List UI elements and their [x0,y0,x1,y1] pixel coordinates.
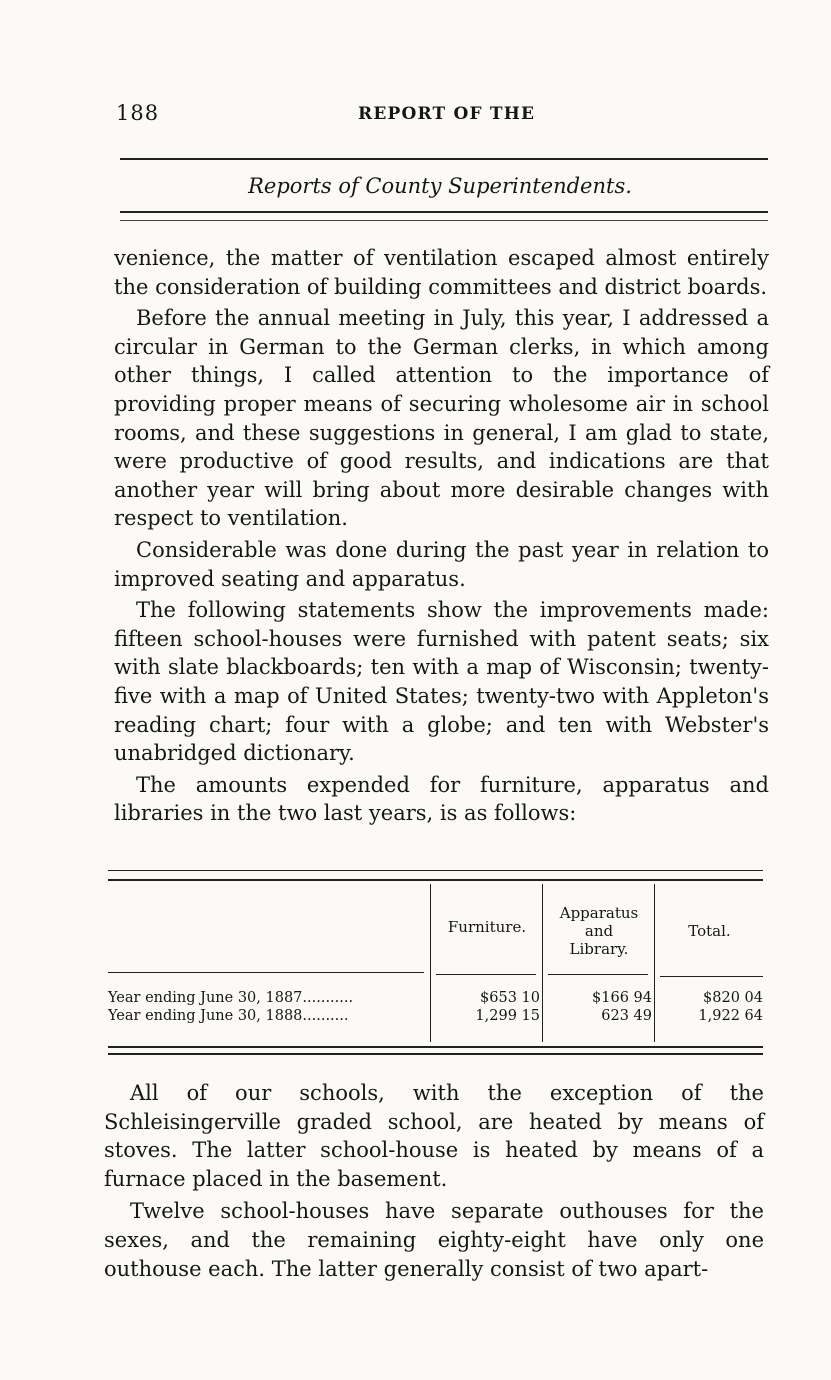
table-rule [108,1053,763,1055]
section-title: Reports of County Superintendents. [248,174,632,198]
paragraph: All of our schools, with the exception of the Schleisingerville graded school, are heated by means of stoves. The latter school-house is heated by means of a furnace placed in the basement. [104,1081,764,1191]
column-divider [542,884,543,1042]
header-underline [108,972,424,973]
body-text-lower [104,1079,764,1287]
paragraph: Considerable was done during the past year in relation to improved seating and apparatus. [114,537,769,591]
running-head: REPORT OF THE [358,104,536,124]
header-furniture: Furniture. [447,918,527,936]
page-number: 188 [116,101,160,125]
paragraph: The following statements show the improvements made: fifteen school-houses were furnished with patent seats; six with slate blackboards; ten with a map of Wisconsin; twenty-five with a map of United States; twenty-two with Appleton's reading chart; four with a globe; and ten with Webster's unabridged dictionary. [114,598,769,766]
header-rule-bottom [120,211,768,213]
header-rule-top [120,158,768,160]
header-underline [436,974,536,975]
paragraph: Twelve school-houses have separate outhouses for the sexes, and the remaining eighty-eight have only one outhouse each. The latter generally consist of two apart- [104,1199,764,1281]
cell-apparatus: $166 94 [592,990,652,1006]
cell-furniture: $653 10 [480,990,540,1006]
paragraph: Before the annual meeting in July, this year, I addressed a circular in German to the German clerks, in which among other things, I called attention to the importance of providing proper means of securing wholesome air in school rooms, and these suggestions in general, I am glad to state, were productive of good results, and indications are that another year will bring about more desirable changes with respect to ventilation. [114,306,769,531]
expenditure-table [108,870,763,1060]
header-apparatus-line3: Library. [569,940,629,958]
cell-total: $820 04 [703,990,763,1006]
cell-total: 1,922 64 [698,1008,763,1024]
header-total: Total. [688,922,731,940]
header-rule-bottom-thin [120,220,768,221]
table-rule [108,870,763,871]
table-row-label: Year ending June 30, 1887........... [108,990,354,1006]
table-rule [108,1046,763,1048]
paragraph: The amounts expended for furniture, apparatus and libraries in the two last years, is as follows: [114,772,769,826]
table-rule [108,879,763,881]
cell-furniture: 1,299 15 [475,1008,540,1024]
cell-apparatus: 623 49 [601,1008,652,1024]
paragraph: venience, the matter of ventilation escaped almost entirely the consideration of building committees and district boards. [114,246,769,299]
body-text-upper [114,244,769,831]
column-divider [430,884,431,1042]
header-apparatus-line2: and [584,922,614,940]
header-underline [548,974,648,975]
table-row-label: Year ending June 30, 1888.......... [108,1008,349,1024]
column-divider [654,884,655,1042]
header-apparatus-line1: Apparatus [559,904,639,922]
header-underline [660,976,763,977]
